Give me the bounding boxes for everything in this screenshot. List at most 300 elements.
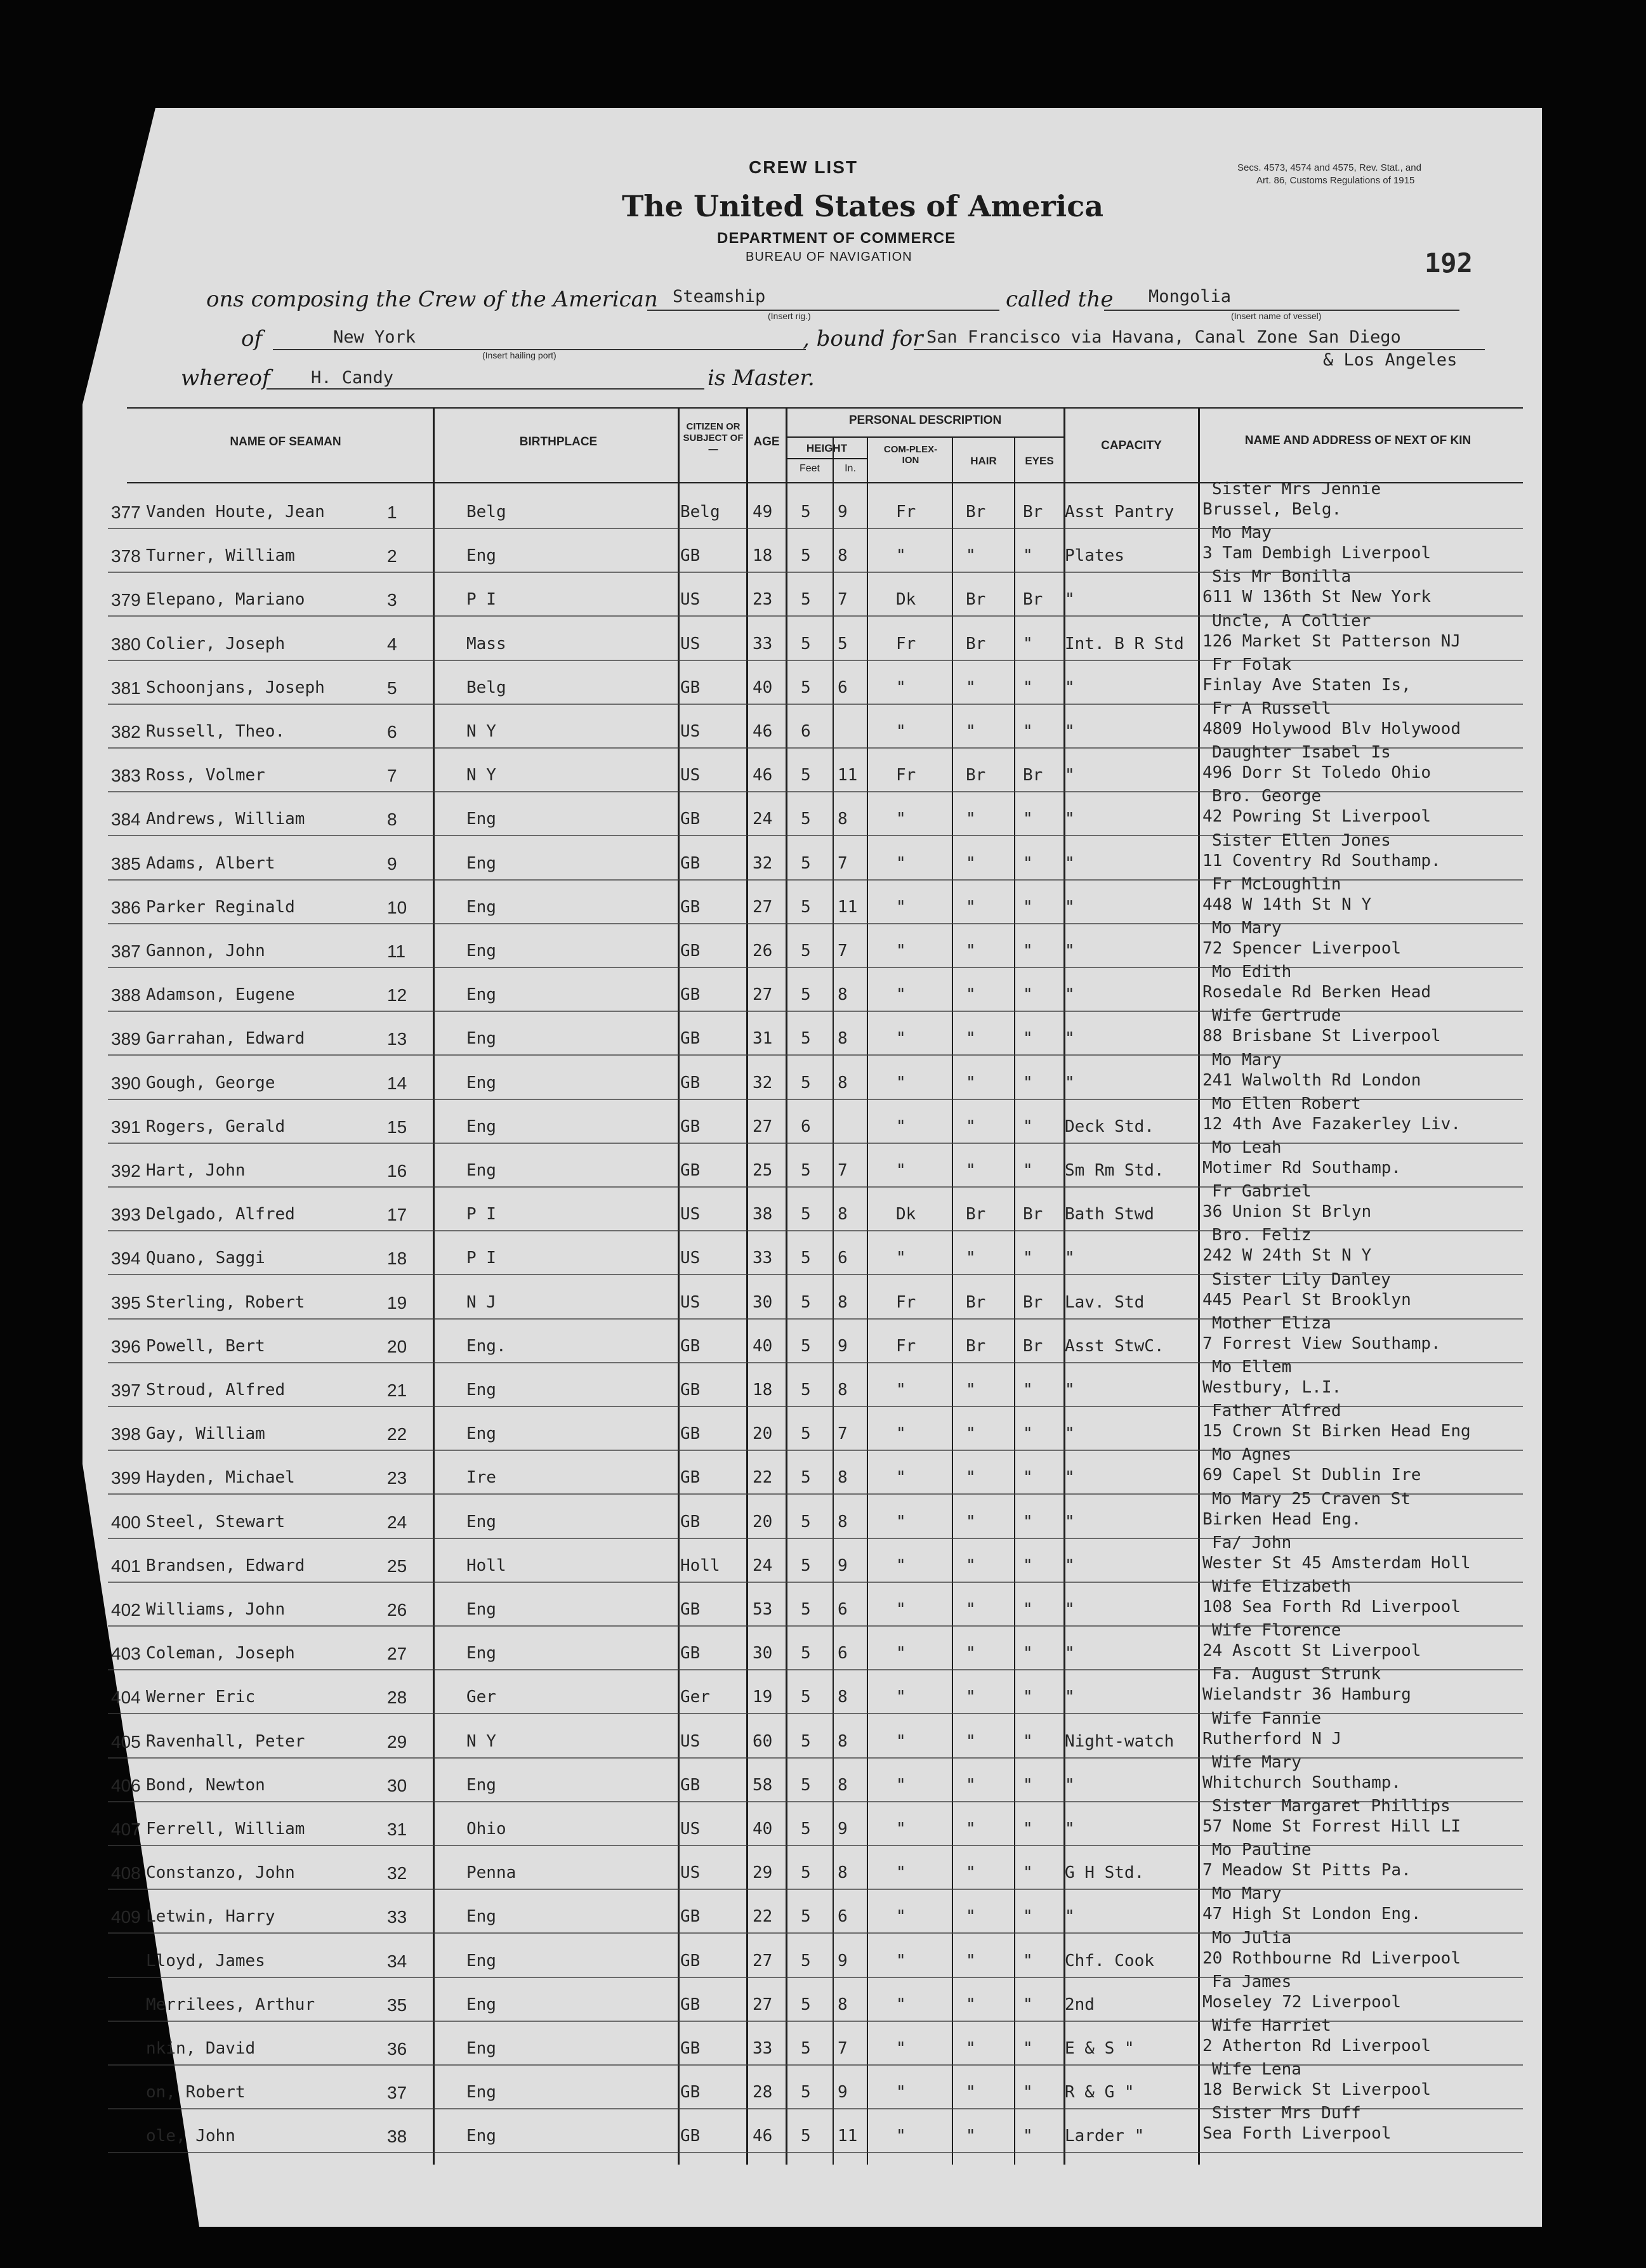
height-inches: 8: [838, 1468, 848, 1488]
citizenship: GB: [680, 1907, 701, 1927]
hair: ": [966, 722, 976, 741]
row-id: 394: [111, 1249, 141, 1269]
row-id: 395: [111, 1292, 141, 1313]
entry-number: 1: [387, 502, 397, 522]
kin-name: Mo Leah: [1212, 1138, 1282, 1157]
seaman-name: Letwin, Harry: [146, 1907, 275, 1927]
eyes: ": [1023, 1995, 1033, 2014]
complexion: ": [896, 1951, 906, 1970]
eyes: ": [1023, 634, 1033, 653]
hair: ": [966, 1644, 976, 1663]
seaman-name: Garrahan, Edward: [146, 1029, 305, 1049]
height-inches: 8: [838, 985, 848, 1005]
whereof-text: whereof: [181, 365, 270, 391]
eyes: ": [1023, 546, 1033, 566]
kin-address: Moseley 72 Liverpool: [1202, 1992, 1402, 2012]
entry-number: 37: [387, 2083, 407, 2103]
age: 30: [753, 1644, 773, 1663]
birthplace: Eng: [466, 1380, 496, 1399]
seaman-name: Stroud, Alfred: [146, 1380, 286, 1399]
table-row: [0, 1972, 1646, 2025]
birthplace: Eng: [466, 1161, 496, 1180]
age: 46: [753, 766, 773, 785]
citizenship: US: [680, 590, 701, 610]
complexion: ": [896, 1380, 906, 1399]
birthplace: Eng: [466, 1775, 496, 1795]
kin-address: Finlay Ave Staten Is,: [1202, 675, 1411, 695]
table-row: [0, 1621, 1646, 1674]
birthplace: Eng: [466, 810, 496, 829]
complexion: ": [896, 1775, 906, 1795]
age: 40: [753, 1819, 773, 1839]
entry-number: 27: [387, 1644, 407, 1664]
row-id: 397: [111, 1380, 141, 1400]
height-feet: 5: [801, 546, 811, 566]
row-id: 389: [111, 1029, 141, 1049]
birthplace: Ohio: [466, 1819, 506, 1839]
eyes: ": [1023, 985, 1033, 1005]
row-id: 383: [111, 766, 141, 786]
eyes: ": [1023, 1819, 1033, 1839]
table-row: [0, 655, 1646, 708]
entry-number: 11: [387, 941, 406, 961]
kin-address: 108 Sea Forth Rd Liverpool: [1202, 1597, 1461, 1616]
hair: Br: [966, 502, 986, 521]
age: 33: [753, 2039, 773, 2058]
kin-name: Sister Lily Danley: [1212, 1269, 1391, 1289]
entry-number: 3: [387, 590, 397, 610]
hair: ": [966, 546, 976, 566]
entry-number: 30: [387, 1775, 407, 1795]
entry-number: 34: [387, 1951, 407, 1971]
complexion: Dk: [896, 1205, 916, 1224]
bureau-name: BUREAU OF NAVIGATION: [746, 250, 912, 264]
kin-name: Fr Folak: [1212, 655, 1292, 674]
birthplace: Belg: [466, 502, 506, 521]
capacity: Asst StwC.: [1065, 1336, 1164, 1356]
table-row: [0, 1884, 1646, 1937]
table-row: [0, 1006, 1646, 1059]
height-inches: 8: [838, 1775, 848, 1795]
citizenship: US: [680, 1863, 701, 1883]
height-inches: 8: [838, 1863, 848, 1883]
entry-number: 23: [387, 1468, 407, 1488]
complexion: ": [896, 1995, 906, 2014]
birthplace: Eng: [466, 546, 496, 566]
eyes: ": [1023, 1863, 1033, 1883]
kin-address: Whitchurch Southamp.: [1202, 1773, 1402, 1792]
eyes: ": [1023, 1907, 1033, 1927]
col-inches-header: In.: [845, 463, 856, 474]
seaman-name: Hayden, Michael: [146, 1468, 295, 1488]
height-inches: 11: [838, 766, 858, 785]
birthplace: P I: [466, 590, 496, 610]
height-inches: 8: [838, 1205, 848, 1224]
eyes: ": [1023, 722, 1033, 741]
birthplace: Mass: [466, 634, 506, 653]
hair: ": [966, 1731, 976, 1751]
capacity: Sm Rm Std.: [1065, 1161, 1164, 1180]
kin-name: Sis Mr Bonilla: [1212, 567, 1352, 587]
row-rule: [108, 2152, 1523, 2153]
row-id: 380: [111, 634, 141, 654]
seaman-name: Werner Eric: [146, 1688, 256, 1707]
height-inches: 8: [838, 1995, 848, 2014]
capacity: G H Std.: [1065, 1863, 1145, 1883]
capacity: ": [1065, 853, 1075, 873]
eyes: ": [1023, 1688, 1033, 1707]
birthplace: Eng: [466, 1512, 496, 1531]
col-name-header: NAME OF SEAMAN: [230, 435, 341, 449]
table-row: [0, 1840, 1646, 1893]
complexion: ": [896, 810, 906, 829]
height-inches: 7: [838, 1161, 848, 1180]
kin-address: 12 4th Ave Fazakerley Liv.: [1202, 1114, 1461, 1134]
capacity: ": [1065, 1249, 1075, 1268]
height-feet: 5: [801, 678, 811, 697]
complexion: ": [896, 1117, 906, 1136]
complexion: Fr: [896, 634, 916, 653]
complexion: ": [896, 2039, 906, 2058]
seaman-name: Schoonjans, Joseph: [146, 678, 325, 697]
kin-address: 47 High St London Eng.: [1202, 1904, 1421, 1924]
hair: ": [966, 1951, 976, 1970]
age: 22: [753, 1907, 773, 1927]
citizenship: GB: [680, 2039, 701, 2058]
eyes: ": [1023, 1512, 1033, 1531]
page-number: 192: [1425, 247, 1473, 279]
eyes: ": [1023, 1117, 1033, 1136]
age: 29: [753, 1863, 773, 1883]
citizenship: GB: [680, 1380, 701, 1399]
age: 24: [753, 810, 773, 829]
height-feet: 5: [801, 634, 811, 653]
height-inches: 8: [838, 1029, 848, 1049]
hair: ": [966, 897, 976, 917]
height-inches: 7: [838, 590, 848, 610]
birthplace: P I: [466, 1249, 496, 1268]
row-id: 382: [111, 722, 141, 742]
col-personal-header: PERSONAL DESCRIPTION: [848, 414, 1002, 427]
entry-number: 38: [387, 2127, 407, 2147]
height-feet: 5: [801, 1029, 811, 1049]
eyes: Br: [1023, 766, 1043, 785]
kin-address: 72 Spencer Liverpool: [1202, 939, 1402, 958]
table-row: [0, 1226, 1646, 1278]
row-id: 393: [111, 1205, 141, 1225]
seaman-name: Vanden Houte, Jean: [146, 502, 325, 521]
row-rule: [108, 967, 1523, 968]
age: 23: [753, 590, 773, 610]
birthplace: N Y: [466, 766, 496, 785]
age: 32: [753, 853, 773, 873]
citizenship: GB: [680, 1424, 701, 1444]
birthplace: Eng: [466, 1029, 496, 1049]
kin-address: Sea Forth Liverpool: [1202, 2124, 1392, 2144]
capacity: ": [1065, 1380, 1075, 1399]
height-inches: 11: [838, 897, 858, 917]
kin-address: 3 Tam Dembigh Liverpool: [1202, 544, 1432, 563]
col-complexion-header: COM-PLEX-ION: [883, 444, 938, 466]
birthplace: Ger: [466, 1688, 496, 1707]
complexion: ": [896, 1512, 906, 1531]
height-feet: 5: [801, 2083, 811, 2102]
capacity: ": [1065, 1600, 1075, 1619]
height-inches: 9: [838, 502, 848, 521]
seaman-name: Ross, Volmer: [146, 766, 265, 785]
height-feet: 5: [801, 1161, 811, 1180]
row-rule: [108, 660, 1523, 661]
row-rule: [108, 1757, 1523, 1759]
height-feet: 5: [801, 2039, 811, 2058]
capacity: Int. B R Std: [1065, 634, 1184, 653]
entry-number: 18: [387, 1249, 407, 1269]
height-inches: 7: [838, 1424, 848, 1444]
height-inches: 7: [838, 941, 848, 960]
citizenship: US: [680, 1205, 701, 1224]
kin-name: Bro. George: [1212, 787, 1322, 806]
kin-name: Wife Elizabeth: [1212, 1577, 1352, 1596]
kin-name: Father Alfred: [1212, 1401, 1341, 1421]
kin-name: Mother Eliza: [1212, 1313, 1331, 1333]
complexion: ": [896, 722, 906, 741]
kin-address: 126 Market St Patterson NJ: [1202, 631, 1461, 651]
entry-number: 5: [387, 678, 397, 698]
table-row: [0, 1358, 1646, 1410]
kin-address: 241 Walwolth Rd London: [1202, 1070, 1421, 1090]
height-feet: 5: [801, 1951, 811, 1970]
kin-name: Fr McLoughlin: [1212, 874, 1341, 894]
entry-number: 24: [387, 1512, 407, 1532]
hair: Br: [966, 590, 986, 610]
complexion: ": [896, 1819, 906, 1839]
complexion: ": [896, 1073, 906, 1092]
seaman-name: nkin, David: [146, 2039, 256, 2058]
kin-address: 18 Berwick St Liverpool: [1202, 2080, 1432, 2100]
kin-name: Fa. August Strunk: [1212, 1665, 1381, 1684]
capacity: ": [1065, 590, 1075, 610]
capacity: ": [1065, 1775, 1075, 1795]
capacity: ": [1065, 678, 1075, 697]
citizenship: GB: [680, 1600, 701, 1619]
citizenship: Holl: [680, 1556, 720, 1575]
citizenship: GB: [680, 1468, 701, 1488]
row-id: 407: [111, 1819, 141, 1839]
complexion: ": [896, 897, 906, 917]
kin-name: Sister Margaret Phillips: [1212, 1797, 1451, 1816]
master-name: H. Candy: [311, 368, 394, 388]
kin-name: Fr Gabriel: [1212, 1182, 1312, 1202]
citizenship: GB: [680, 1161, 701, 1180]
kin-address: 445 Pearl St Brooklyn: [1202, 1290, 1411, 1309]
citizenship: GB: [680, 853, 701, 873]
citizenship: GB: [680, 1512, 701, 1531]
birthplace: Belg: [466, 678, 506, 697]
row-rule: [108, 528, 1523, 529]
capacity: ": [1065, 985, 1075, 1005]
eyes: ": [1023, 853, 1033, 873]
birthplace: Eng: [466, 1117, 496, 1136]
entry-number: 2: [387, 546, 397, 567]
height-feet: 5: [801, 2127, 811, 2146]
complexion: ": [896, 1600, 906, 1619]
complexion: ": [896, 1468, 906, 1488]
height-feet: 5: [801, 853, 811, 873]
kin-address: 7 Meadow St Pitts Pa.: [1202, 1861, 1411, 1880]
kin-name: Mo Mary: [1212, 1050, 1282, 1070]
kin-address: 24 Ascott St Liverpool: [1202, 1641, 1421, 1661]
row-rule: [108, 923, 1523, 924]
capacity: ": [1065, 1029, 1075, 1049]
hair: ": [966, 1512, 976, 1531]
statute-note: Art. 86, Customs Regulations of 1915: [1256, 175, 1415, 186]
eyes: Br: [1023, 1336, 1043, 1356]
kin-name: Bro. Feliz: [1212, 1226, 1312, 1245]
row-id: 381: [111, 678, 141, 698]
seaman-name: Andrews, William: [146, 810, 305, 829]
eyes: ": [1023, 1644, 1033, 1663]
birthplace: P I: [466, 1205, 496, 1224]
age: 27: [753, 985, 773, 1005]
table-row: [0, 1577, 1646, 1630]
height-inches: 8: [838, 1380, 848, 1399]
capacity: ": [1065, 1556, 1075, 1575]
seaman-name: Rogers, Gerald: [146, 1117, 286, 1136]
kin-address: Wielandstr 36 Hamburg: [1202, 1685, 1411, 1705]
capacity: ": [1065, 897, 1075, 917]
eyes: ": [1023, 810, 1033, 829]
table-row: [0, 830, 1646, 884]
entry-number: 26: [387, 1600, 407, 1620]
table-row: [0, 1313, 1646, 1367]
complexion: ": [896, 1556, 906, 1575]
citizenship: Ger: [680, 1688, 710, 1707]
table-row: [0, 787, 1646, 839]
hair: ": [966, 2083, 976, 2102]
birthplace: N J: [466, 1292, 496, 1312]
height-inches: 8: [838, 1073, 848, 1092]
citizenship: GB: [680, 810, 701, 829]
kin-address: Motimer Rd Southamp.: [1202, 1158, 1402, 1177]
capacity: Deck Std.: [1065, 1117, 1154, 1136]
crew-list-title: CREW LIST: [749, 157, 858, 177]
eyes: ": [1023, 1161, 1033, 1180]
kin-name: Mo May: [1212, 523, 1272, 543]
citizenship: US: [680, 1292, 701, 1312]
capacity: ": [1065, 1907, 1075, 1927]
entry-number: 10: [387, 897, 407, 917]
table-row: [0, 1269, 1646, 1323]
age: 19: [753, 1688, 773, 1707]
capacity: ": [1065, 1688, 1075, 1707]
height-feet: 6: [801, 1117, 811, 1136]
capacity: ": [1065, 766, 1075, 785]
birthplace: Penna: [466, 1863, 517, 1883]
row-id: 388: [111, 985, 141, 1006]
kin-address: 57 Nome St Forrest Hill LI: [1202, 1817, 1461, 1836]
age: 60: [753, 1731, 773, 1751]
table-row: [0, 874, 1646, 928]
entry-number: 17: [387, 1205, 407, 1225]
kin-address: 4809 Holywood Blv Holywood: [1202, 719, 1461, 738]
bound-text: , bound for: [803, 326, 923, 351]
height-inches: 5: [838, 634, 848, 653]
height-feet: 5: [801, 1249, 811, 1268]
kin-address: 2 Atherton Rd Liverpool: [1202, 2036, 1432, 2055]
height-feet: 5: [801, 1688, 811, 1707]
seaman-name: Ravenhall, Peter: [146, 1731, 305, 1751]
eyes: Br: [1023, 1205, 1043, 1224]
height-inches: 8: [838, 546, 848, 566]
seaman-name: Gannon, John: [146, 941, 265, 960]
kin-name: Mo Ellem: [1212, 1358, 1292, 1377]
row-id: 379: [111, 590, 141, 610]
hair: ": [966, 678, 976, 697]
kin-address: Rutherford N J: [1202, 1729, 1342, 1748]
age: 38: [753, 1205, 773, 1224]
citizenship: GB: [680, 2083, 701, 2102]
hair: ": [966, 985, 976, 1005]
seaman-name: Colier, Joseph: [146, 634, 286, 653]
hair: ": [966, 1775, 976, 1795]
table-row: [0, 1665, 1646, 1717]
row-id: 392: [111, 1161, 141, 1181]
table-row: [0, 699, 1646, 752]
kin-name: Fa/ John: [1212, 1533, 1292, 1552]
seaman-name: Brandsen, Edward: [146, 1556, 305, 1575]
table-row: [0, 523, 1646, 576]
birthplace: N Y: [466, 722, 496, 741]
age: 28: [753, 2083, 773, 2102]
complexion: Fr: [896, 502, 916, 521]
eyes: ": [1023, 897, 1033, 917]
entry-number: 20: [387, 1336, 407, 1356]
citizenship: GB: [680, 2127, 701, 2146]
citizenship: GB: [680, 1775, 701, 1795]
complexion: Fr: [896, 1292, 916, 1312]
eyes: ": [1023, 2039, 1033, 2058]
row-rule: [108, 2064, 1523, 2066]
capacity: Chf. Cook: [1065, 1951, 1154, 1970]
table-row: [0, 1182, 1646, 1235]
capacity: ": [1065, 1424, 1075, 1444]
eyes: ": [1023, 1951, 1033, 1970]
table-row: [0, 1050, 1646, 1103]
citizenship: GB: [680, 897, 701, 917]
of-text: of: [241, 326, 263, 351]
seaman-name: Gay, William: [146, 1424, 265, 1444]
age: 30: [753, 1292, 773, 1312]
kin-address: 611 W 136th St New York: [1202, 587, 1432, 607]
statute-note: Secs. 4573, 4574 and 4575, Rev. Stat., and: [1237, 162, 1421, 173]
capacity: ": [1065, 1468, 1075, 1488]
kin-name: Mo Edith: [1212, 962, 1292, 982]
capacity: ": [1065, 1819, 1075, 1839]
birthplace: Eng: [466, 853, 496, 873]
birthplace: Eng: [466, 2039, 496, 2058]
row-id: 387: [111, 941, 141, 961]
height-feet: 5: [801, 985, 811, 1005]
country-title: The United States of America: [622, 189, 1104, 223]
eyes: ": [1023, 1029, 1033, 1049]
seaman-name: Hart, John: [146, 1161, 246, 1180]
height-feet: 5: [801, 1424, 811, 1444]
row-rule: [108, 1450, 1523, 1451]
hair: ": [966, 1161, 976, 1180]
table-row: [0, 2104, 1646, 2156]
birthplace: Eng: [466, 1424, 496, 1444]
row-rule: [108, 1054, 1523, 1056]
